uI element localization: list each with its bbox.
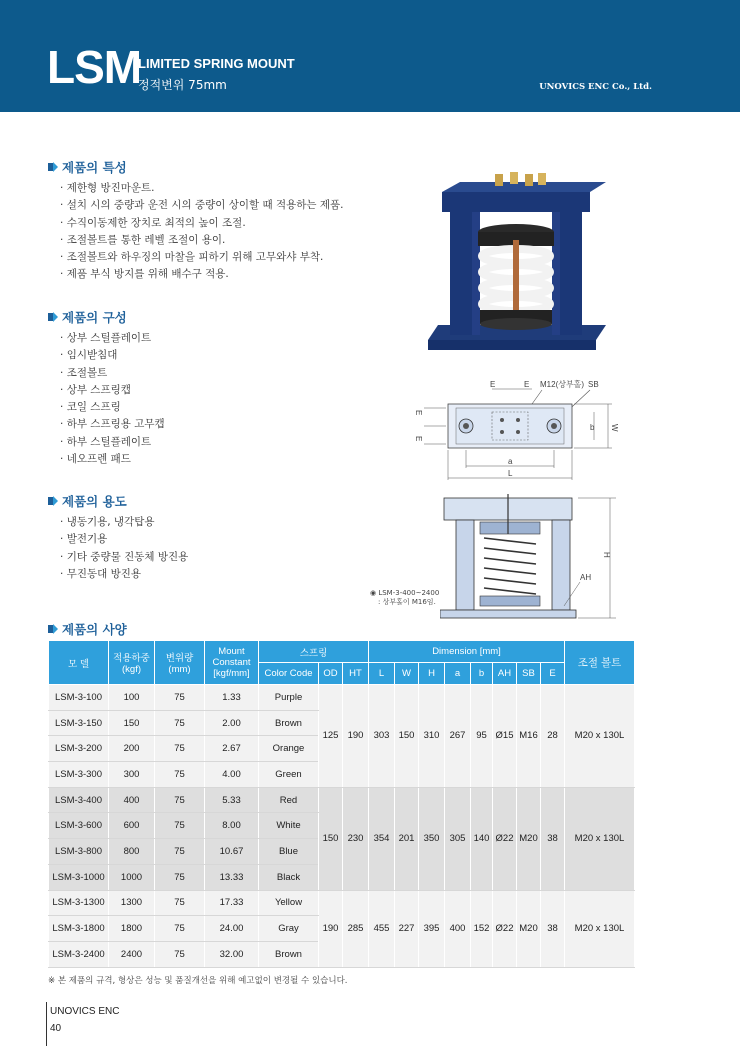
section-arrow-icon: [48, 624, 58, 634]
table-cell: 1800: [109, 916, 155, 942]
table-cell: 2.67: [205, 736, 259, 762]
label-e1: E: [490, 380, 496, 389]
section-arrow-icon: [48, 496, 58, 506]
col-h: H: [419, 663, 445, 685]
label-a: a: [508, 457, 513, 466]
table-cell: 300: [109, 762, 155, 788]
list-item: · 코일 스프링: [60, 399, 165, 416]
list-item: · 조절볼트와 하우징의 마찰을 피하기 위해 고무와샤 부착.: [60, 249, 344, 266]
table-cell: 303: [369, 685, 395, 788]
list-item: · 상부 스틸플레이트: [60, 330, 165, 347]
table-cell: 75: [155, 916, 205, 942]
label-e-left2: E: [414, 436, 423, 442]
label-l: L: [508, 469, 513, 478]
list-item: · 하부 스틸플레이트: [60, 434, 165, 451]
label-sb: SB: [588, 380, 599, 389]
col-b: b: [471, 663, 493, 685]
table-cell: 75: [155, 839, 205, 865]
usage-heading: [48, 492, 188, 510]
table-cell: 600: [109, 813, 155, 839]
page-header: [0, 0, 740, 112]
list-item: · 임시받침대: [60, 347, 165, 364]
list-item: · 조절볼트를 통한 레벨 조절이 용이.: [60, 232, 344, 249]
composition-title: 제품의 구성: [62, 310, 127, 325]
features-list: [60, 180, 344, 284]
list-item: · 기타 중량물 진동체 방진용: [60, 549, 188, 566]
table-cell: 200: [109, 736, 155, 762]
table-cell: 4.00: [205, 762, 259, 788]
table-cell: 354: [369, 787, 395, 890]
label-w: W: [610, 424, 619, 432]
table-cell: 150: [395, 685, 419, 788]
table-cell: Green: [259, 762, 319, 788]
table-cell: M16: [517, 685, 541, 788]
table-cell: 28: [541, 685, 565, 788]
table-cell: 75: [155, 941, 205, 967]
list-item: · 무진동대 방진용: [60, 566, 188, 583]
table-row: [49, 890, 635, 916]
table-cell: 75: [155, 762, 205, 788]
usage-section: [48, 492, 188, 583]
table-cell: 455: [369, 890, 395, 967]
list-item: · 수직이동제한 장치로 최적의 높이 조절.: [60, 215, 344, 232]
table-cell: Brown: [259, 710, 319, 736]
label-ah: AH: [580, 573, 592, 582]
table-cell: 227: [395, 890, 419, 967]
col-spring: 스프링: [259, 641, 369, 663]
table-cell: LSM-3-1000: [49, 864, 109, 890]
table-cell: 95: [471, 685, 493, 788]
table-cell: LSM-3-400: [49, 787, 109, 813]
table-cell: 75: [155, 890, 205, 916]
model-code: LSM: [47, 41, 142, 93]
table-cell: 10.67: [205, 839, 259, 865]
table-cell: LSM-3-300: [49, 762, 109, 788]
table-cell: Purple: [259, 685, 319, 711]
footnote: ※ 본 제품의 규격, 형상은 성능 및 품질개선을 위해 예고없이 변경될 수 있습니다.: [48, 976, 348, 986]
col-bolt: 조절 볼트: [565, 641, 635, 685]
spec-heading: [48, 620, 127, 638]
table-cell: 1300: [109, 890, 155, 916]
composition-heading: [48, 308, 165, 326]
table-cell: 190: [343, 685, 369, 788]
table-row: [49, 685, 635, 711]
table-cell: 800: [109, 839, 155, 865]
table-cell: 125: [319, 685, 343, 788]
col-model: 모 델: [49, 641, 109, 685]
col-color-code: Color Code: [259, 663, 319, 685]
section-arrow-icon: [48, 312, 58, 322]
note-line2: : 상부홀이 M16임.: [378, 598, 436, 606]
list-item: · 조절볼트: [60, 365, 165, 382]
table-cell: LSM-3-800: [49, 839, 109, 865]
table-cell: Ø22: [493, 787, 517, 890]
list-item: · 발전기용: [60, 531, 188, 548]
list-item: · 제한형 방진마운트.: [60, 180, 344, 197]
company-name: UNOVICS ENC Co., Ltd.: [539, 82, 652, 92]
label-m12: M12(상부홀): [540, 380, 585, 389]
table-cell: 32.00: [205, 941, 259, 967]
features-section: [48, 158, 344, 284]
table-cell: 395: [419, 890, 445, 967]
table-row: [49, 787, 635, 813]
table-cell: Blue: [259, 839, 319, 865]
table-cell: 150: [109, 710, 155, 736]
table-cell: 13.33: [205, 864, 259, 890]
section-arrow-icon: [48, 162, 58, 172]
col-disp: 변위량 (mm): [155, 641, 205, 685]
table-cell: Black: [259, 864, 319, 890]
table-cell: 152: [471, 890, 493, 967]
list-item: · 네오프렌 패드: [60, 451, 165, 468]
table-cell: White: [259, 813, 319, 839]
table-cell: Ø22: [493, 890, 517, 967]
table-cell: LSM-3-150: [49, 710, 109, 736]
table-cell: LSM-3-1800: [49, 916, 109, 942]
table-cell: 75: [155, 710, 205, 736]
table-cell: M20: [517, 890, 541, 967]
col-ah: AH: [493, 663, 517, 685]
col-sb: SB: [517, 663, 541, 685]
table-cell: 140: [471, 787, 493, 890]
footer-brand: UNOVICS ENC: [50, 1006, 120, 1017]
table-cell: 305: [445, 787, 471, 890]
product-subtitle: 정적변위 75mm: [138, 78, 227, 92]
footer-divider: [46, 1002, 47, 1046]
table-cell: 1.33: [205, 685, 259, 711]
list-item: · 상부 스프링캡: [60, 382, 165, 399]
side-view-drawing: [440, 494, 624, 622]
table-cell: 400: [445, 890, 471, 967]
table-cell: 75: [155, 685, 205, 711]
table-cell: LSM-3-100: [49, 685, 109, 711]
spec-section: [48, 620, 127, 638]
table-cell: 38: [541, 787, 565, 890]
table-cell: 400: [109, 787, 155, 813]
table-cell: 8.00: [205, 813, 259, 839]
table-cell: LSM-3-600: [49, 813, 109, 839]
label-h: H: [602, 552, 611, 558]
table-cell: 267: [445, 685, 471, 788]
top-view-drawing: [412, 378, 624, 482]
composition-section: [48, 308, 165, 468]
table-cell: 190: [319, 890, 343, 967]
table-cell: Yellow: [259, 890, 319, 916]
table-cell: 24.00: [205, 916, 259, 942]
features-title: 제품의 특성: [62, 160, 127, 175]
spec-title: 제품의 사양: [62, 622, 127, 637]
list-item: · 냉동기용, 냉각탑용: [60, 514, 188, 531]
table-cell: 1000: [109, 864, 155, 890]
label-b: b: [590, 423, 595, 432]
col-constant: Mount Constant [kgf/mm]: [205, 641, 259, 685]
table-cell: LSM-3-200: [49, 736, 109, 762]
spec-table: [48, 640, 635, 968]
col-e: E: [541, 663, 565, 685]
table-cell: 230: [343, 787, 369, 890]
table-cell: Orange: [259, 736, 319, 762]
table-cell: Brown: [259, 941, 319, 967]
col-dimension: Dimension [mm]: [369, 641, 565, 663]
product-title: LIMITED SPRING MOUNT: [138, 56, 295, 71]
page-number: 40: [50, 1023, 62, 1034]
col-a: a: [445, 663, 471, 685]
table-cell: LSM-3-2400: [49, 941, 109, 967]
table-cell: 5.33: [205, 787, 259, 813]
table-cell: 100: [109, 685, 155, 711]
list-item: · 하부 스프링용 고무캡: [60, 416, 165, 433]
table-cell: Gray: [259, 916, 319, 942]
table-cell: M20 x 130L: [565, 685, 635, 788]
features-heading: [48, 158, 344, 176]
note-line1: LSM-3-400~2400: [378, 589, 440, 597]
usage-title: 제품의 용도: [62, 494, 127, 509]
list-item: · 설치 시의 중량과 운전 시의 중량이 상이할 때 적용하는 제품.: [60, 197, 344, 214]
col-w: W: [395, 663, 419, 685]
table-cell: 201: [395, 787, 419, 890]
usage-list: [60, 514, 188, 583]
col-od: OD: [319, 663, 343, 685]
composition-list: [60, 330, 165, 468]
table-cell: 350: [419, 787, 445, 890]
table-cell: 75: [155, 787, 205, 813]
table-cell: Ø15: [493, 685, 517, 788]
table-cell: 17.33: [205, 890, 259, 916]
product-photo: [420, 170, 612, 356]
col-ht: HT: [343, 663, 369, 685]
table-cell: Red: [259, 787, 319, 813]
table-cell: M20 x 130L: [565, 890, 635, 967]
table-cell: 285: [343, 890, 369, 967]
table-cell: 2.00: [205, 710, 259, 736]
table-cell: LSM-3-1300: [49, 890, 109, 916]
table-cell: 38: [541, 890, 565, 967]
col-load: 적용하중 (kgf): [109, 641, 155, 685]
label-e-left1: E: [414, 410, 423, 416]
table-cell: 2400: [109, 941, 155, 967]
table-cell: 75: [155, 813, 205, 839]
note-bullet-icon: ◉: [370, 589, 379, 597]
table-cell: 310: [419, 685, 445, 788]
table-cell: 75: [155, 736, 205, 762]
table-cell: 75: [155, 864, 205, 890]
list-item: · 제품 부식 방지를 위해 배수구 적용.: [60, 266, 344, 283]
col-l: L: [369, 663, 395, 685]
table-cell: 150: [319, 787, 343, 890]
drawing-note: [370, 589, 439, 607]
table-cell: M20: [517, 787, 541, 890]
table-cell: M20 x 130L: [565, 787, 635, 890]
label-e2: E: [524, 380, 530, 389]
